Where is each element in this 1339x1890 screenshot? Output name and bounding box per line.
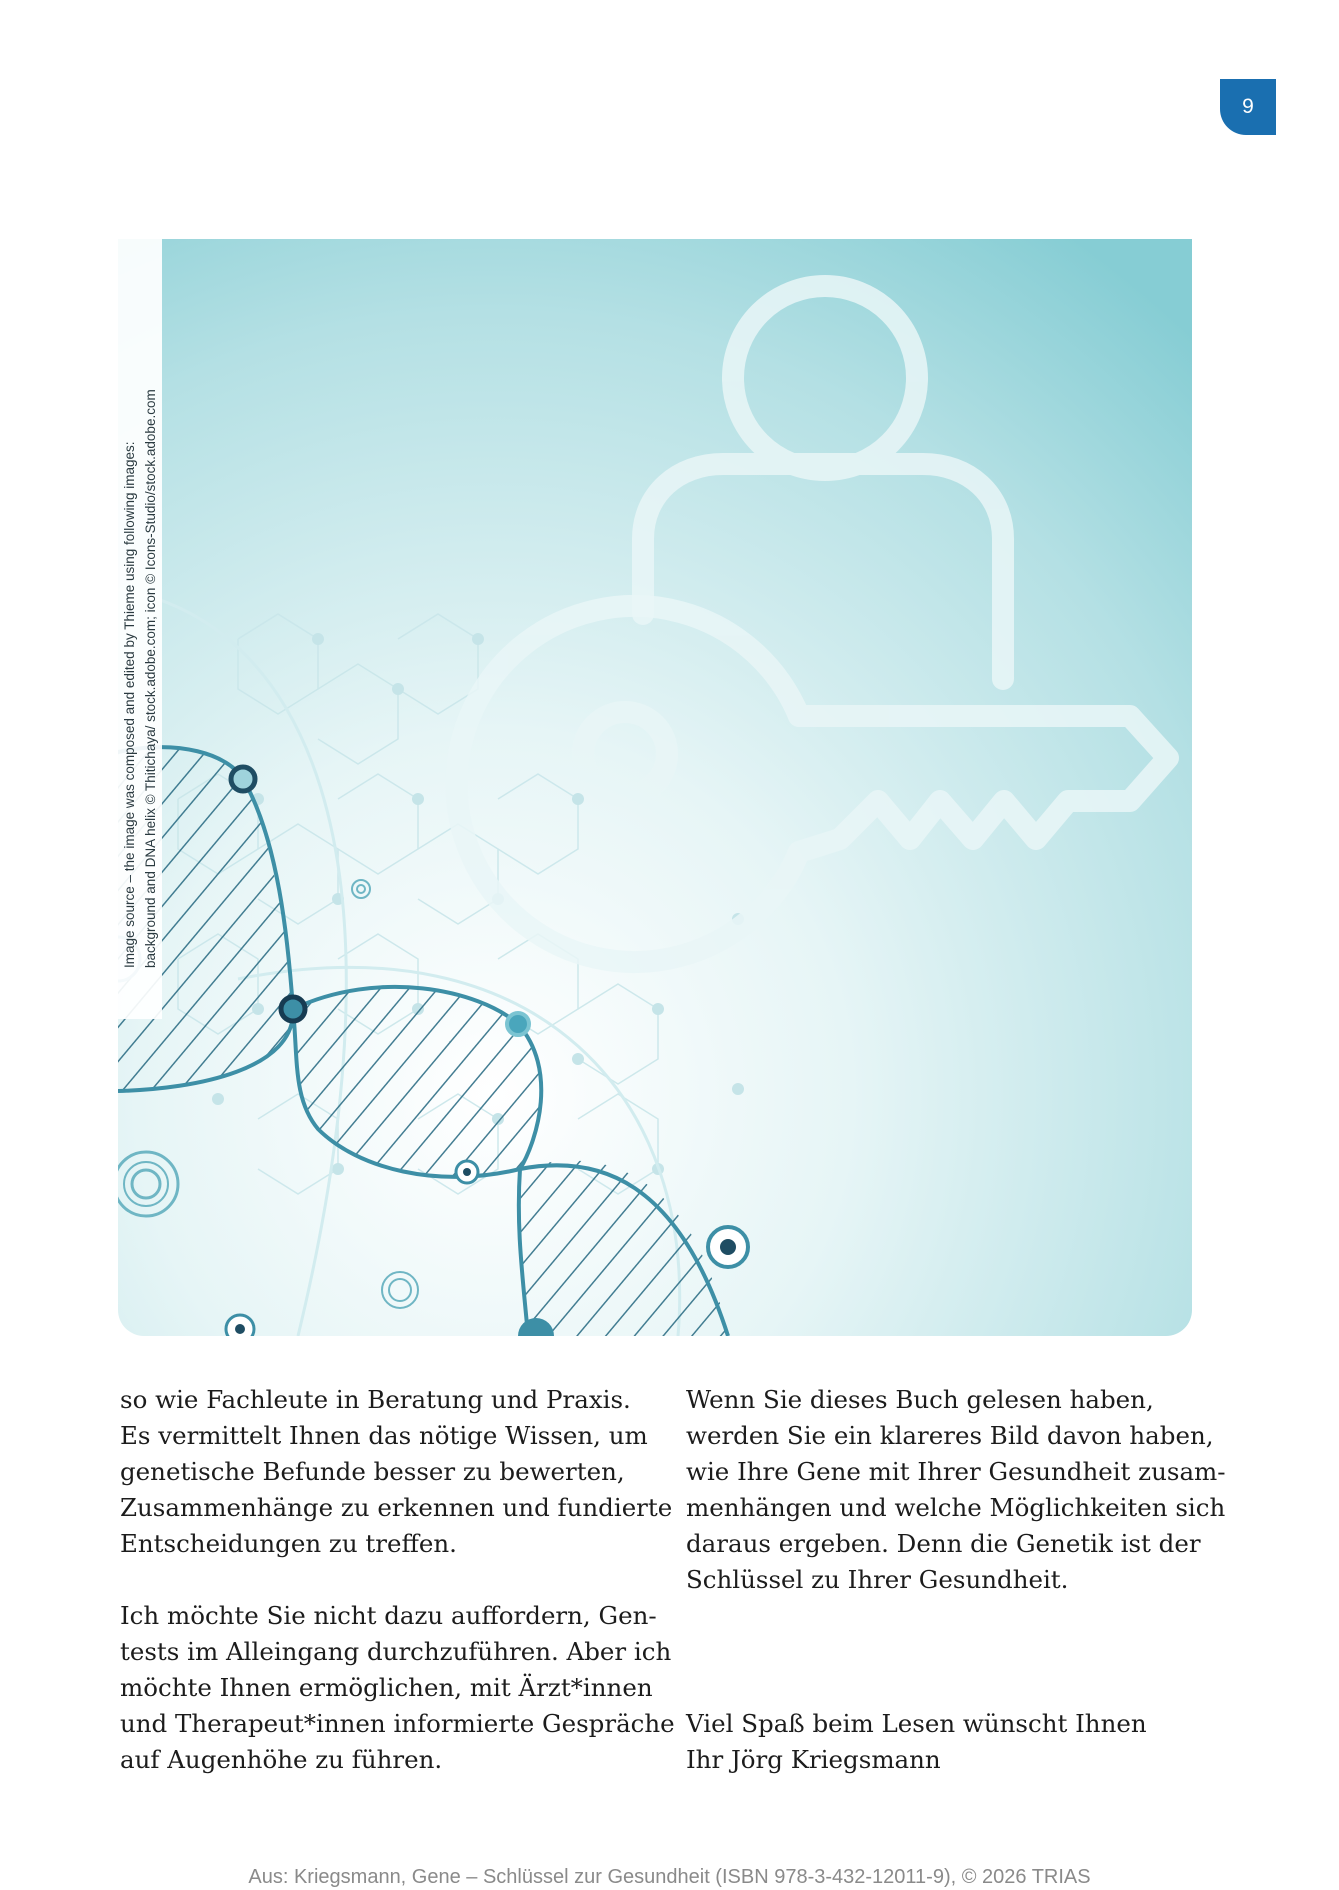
text-line: menhängen und welche Möglichkeiten sich [686, 1493, 1226, 1522]
credit-line: Image source – the image was composed and edited by Thieme using following images: [122, 441, 137, 968]
text-line: Ich möchte Sie nicht dazu auffordern, Gen- [120, 1601, 657, 1630]
text-line: daraus ergeben. Denn die Genetik ist der [686, 1529, 1201, 1558]
text-line: genetische Befunde besser zu bewerten, [120, 1457, 625, 1486]
text-line: Entscheidungen zu treffen. [120, 1529, 457, 1558]
text-line: Schlüssel zu Ihrer Gesundheit. [686, 1565, 1069, 1594]
left-column [120, 1382, 675, 1814]
page-number: 9 [1242, 95, 1254, 118]
image-credit [119, 248, 163, 968]
text-line: möchte Ihnen ermöglichen, mit Ärzt*innen [120, 1673, 653, 1702]
paragraph [120, 1598, 675, 1778]
text-line: auf Augenhöhe zu führen. [120, 1745, 443, 1774]
cover-illustration [118, 239, 1192, 1336]
credit-line: background and DNA helix © Thitichaya/ stock.adobe.com; icon © Icons-Studio/stock.adobe.com [143, 389, 158, 968]
paragraph [686, 1382, 1226, 1598]
text-line: und Therapeut*innen informierte Gespräche [120, 1709, 675, 1738]
right-column [686, 1382, 1226, 1814]
text-line: Zusammenhänge zu erkennen und fundierte [120, 1493, 673, 1522]
text-line: tests im Alleingang durchzuführen. Aber ich [120, 1637, 672, 1666]
closing-paragraph [686, 1706, 1216, 1778]
signature-line: Ihr Jörg Kriegsmann [686, 1745, 941, 1774]
page-footer: Aus: Kriegsmann, Gene – Schlüssel zur Gesundheit (ISBN 978-3-432-12011-9), © 2026 TRIAS [248, 1866, 1091, 1888]
text-line: so wie Fachleute in Beratung und Praxis. [120, 1385, 631, 1414]
text-line: werden Sie ein klareres Bild davon haben, [686, 1421, 1214, 1450]
text-line: wie Ihre Gene mit Ihrer Gesundheit zusam- [686, 1457, 1226, 1486]
text-line: Viel Spaß beim Lesen wünscht Ihnen [686, 1709, 1147, 1738]
text-line: Wenn Sie dieses Buch gelesen haben, [686, 1385, 1154, 1414]
text-line: Es vermittelt Ihnen das nötige Wissen, um [120, 1421, 648, 1450]
paragraph [120, 1382, 673, 1562]
page-number-badge [1220, 79, 1276, 135]
